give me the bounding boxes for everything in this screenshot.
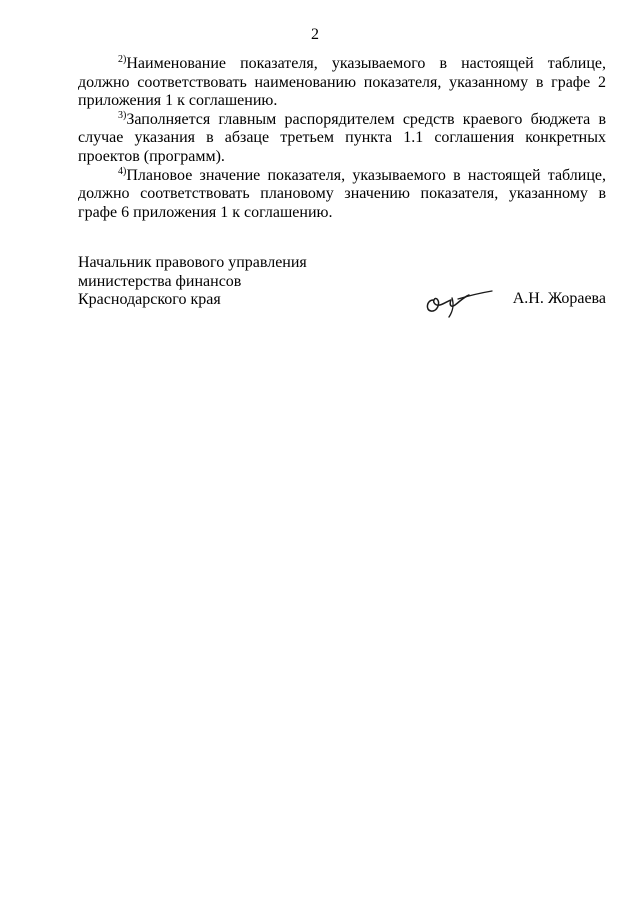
position-line: министерства финансов bbox=[78, 272, 242, 290]
footnote-text: Наименование показателя, указываемого в настоящей таблице, должно соответствовать наименованию показателя, указанному в графе 2 приложения 1 к соглашению. bbox=[78, 55, 606, 110]
footnote-text: Заполняется главным распорядителем средств краевого бюджета в случае указания в абзаце третьем пункта 1.1 соглашения конкретных проектов (программ). bbox=[78, 110, 606, 165]
footnote-2 bbox=[78, 55, 606, 111]
footnote-text: Плановое значение показателя, указываемого в настоящей таблице, должно соответствовать плановому значению показателя, указанному в графе 6 приложения 1 к соглашению. bbox=[78, 166, 606, 221]
page-number: 2 bbox=[311, 26, 319, 43]
footnote-4 bbox=[78, 167, 606, 223]
footnote-marker: 3) bbox=[118, 109, 127, 121]
footnotes-section bbox=[78, 55, 606, 222]
position-line: Начальник правового управления bbox=[78, 254, 307, 271]
footnote-marker: 2) bbox=[118, 54, 127, 65]
footnote-marker: 4) bbox=[118, 165, 127, 177]
position-line: Краснодарского края bbox=[78, 291, 221, 309]
handwritten-signature bbox=[422, 284, 494, 320]
footnote-3 bbox=[78, 111, 606, 167]
signatory-name: А.Н. Жораева bbox=[512, 290, 606, 307]
